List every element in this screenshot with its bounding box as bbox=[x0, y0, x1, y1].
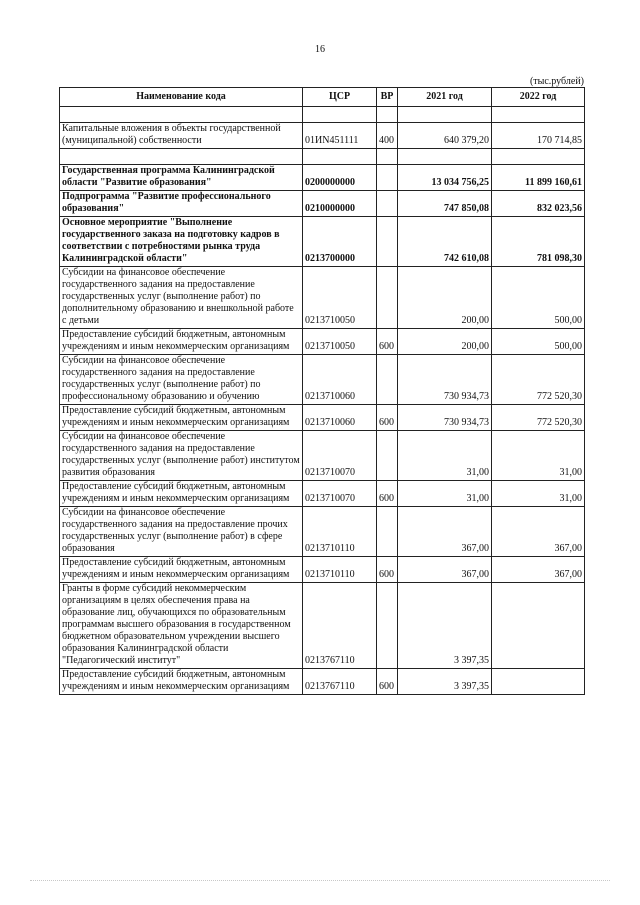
cell-csr: 0213710060 bbox=[303, 355, 377, 405]
cell-csr: 0213767110 bbox=[303, 669, 377, 695]
spacer-cell bbox=[398, 149, 492, 165]
budget-table bbox=[59, 87, 585, 695]
table-row bbox=[60, 431, 585, 481]
cell-name: Субсидии на финансовое обеспечение государственного задания на предоставление прочих государственных услуг (выполнение работ) в сфере образования bbox=[60, 507, 303, 557]
cell-2022: 772 520,30 bbox=[492, 405, 585, 431]
cell-2021: 367,00 bbox=[398, 507, 492, 557]
spacer-cell bbox=[60, 149, 303, 165]
cell-name: Предоставление субсидий бюджетным, автономным учреждениям и иным некоммерческим организациям bbox=[60, 669, 303, 695]
table-row bbox=[60, 481, 585, 507]
cell-vr bbox=[377, 217, 398, 267]
table-row bbox=[60, 329, 585, 355]
spacer-cell bbox=[303, 107, 377, 123]
cell-vr bbox=[377, 507, 398, 557]
page-number: 16 bbox=[315, 44, 325, 55]
cell-2021: 31,00 bbox=[398, 481, 492, 507]
cell-name: Капитальные вложения в объекты государственной (муниципальной) собственности bbox=[60, 123, 303, 149]
cell-csr: 0213710050 bbox=[303, 267, 377, 329]
cell-2021: 730 934,73 bbox=[398, 355, 492, 405]
cell-2022: 772 520,30 bbox=[492, 355, 585, 405]
cell-name: Подпрограмма "Развитие профессионального образования" bbox=[60, 191, 303, 217]
cell-2022 bbox=[492, 583, 585, 669]
cell-2022: 500,00 bbox=[492, 329, 585, 355]
cell-csr: 0213710070 bbox=[303, 481, 377, 507]
table-body bbox=[60, 107, 585, 695]
header-name: Наименование кода bbox=[60, 88, 303, 107]
table-header-row bbox=[60, 88, 585, 107]
cell-2021: 200,00 bbox=[398, 267, 492, 329]
spacer-row bbox=[60, 107, 585, 123]
cell-vr: 600 bbox=[377, 329, 398, 355]
cell-csr: 0213710070 bbox=[303, 431, 377, 481]
spacer-cell bbox=[60, 107, 303, 123]
header-2022: 2022 год bbox=[492, 88, 585, 107]
cell-2021: 730 934,73 bbox=[398, 405, 492, 431]
header-csr: ЦСР bbox=[303, 88, 377, 107]
cell-csr: 0213700000 bbox=[303, 217, 377, 267]
cell-csr: 0213710050 bbox=[303, 329, 377, 355]
cell-csr: 0213710110 bbox=[303, 507, 377, 557]
cell-2021: 3 397,35 bbox=[398, 583, 492, 669]
cell-csr: 0213767110 bbox=[303, 583, 377, 669]
cell-2022: 31,00 bbox=[492, 481, 585, 507]
cell-name: Основное мероприятие "Выполнение государственного заказа на подготовку кадров в соответствии с потребностями рынка труда Калининградской области" bbox=[60, 217, 303, 267]
cell-name: Предоставление субсидий бюджетным, автономным учреждениям и иным некоммерческим организациям bbox=[60, 557, 303, 583]
cell-2022: 170 714,85 bbox=[492, 123, 585, 149]
cell-2021: 31,00 bbox=[398, 431, 492, 481]
cell-vr bbox=[377, 191, 398, 217]
scan-noise-line bbox=[30, 880, 610, 883]
cell-2021: 747 850,08 bbox=[398, 191, 492, 217]
cell-2021: 367,00 bbox=[398, 557, 492, 583]
cell-csr: 0200000000 bbox=[303, 165, 377, 191]
cell-2022: 367,00 bbox=[492, 557, 585, 583]
cell-2021: 13 034 756,25 bbox=[398, 165, 492, 191]
spacer-cell bbox=[492, 149, 585, 165]
cell-name: Предоставление субсидий бюджетным, автономным учреждениям и иным некоммерческим организациям bbox=[60, 481, 303, 507]
spacer-cell bbox=[398, 107, 492, 123]
cell-vr: 600 bbox=[377, 557, 398, 583]
cell-vr: 600 bbox=[377, 405, 398, 431]
spacer-cell bbox=[377, 149, 398, 165]
table-row bbox=[60, 507, 585, 557]
cell-2022: 781 098,30 bbox=[492, 217, 585, 267]
table-row bbox=[60, 267, 585, 329]
cell-2022: 832 023,56 bbox=[492, 191, 585, 217]
units-label: (тыс.рублей) bbox=[529, 76, 584, 87]
spacer-cell bbox=[303, 149, 377, 165]
cell-vr bbox=[377, 165, 398, 191]
cell-vr bbox=[377, 583, 398, 669]
table-row bbox=[60, 405, 585, 431]
header-vr: ВР bbox=[377, 88, 398, 107]
cell-2022: 367,00 bbox=[492, 507, 585, 557]
spacer-cell bbox=[377, 107, 398, 123]
cell-2021: 640 379,20 bbox=[398, 123, 492, 149]
cell-csr: 0213710060 bbox=[303, 405, 377, 431]
table-row bbox=[60, 123, 585, 149]
cell-name: Субсидии на финансовое обеспечение государственного задания на предоставление государственных услуг (выполнение работ) по дополнительному образованию и внешкольной работе с детьми bbox=[60, 267, 303, 329]
cell-2022: 11 899 160,61 bbox=[492, 165, 585, 191]
table-row bbox=[60, 557, 585, 583]
cell-vr: 400 bbox=[377, 123, 398, 149]
table-row bbox=[60, 191, 585, 217]
cell-2021: 200,00 bbox=[398, 329, 492, 355]
cell-name: Субсидии на финансовое обеспечение государственного задания на предоставление государственных услуг (выполнение работ) по профессиональному образованию и обучению bbox=[60, 355, 303, 405]
table-row bbox=[60, 165, 585, 191]
table-row bbox=[60, 583, 585, 669]
cell-vr bbox=[377, 431, 398, 481]
cell-2022: 500,00 bbox=[492, 267, 585, 329]
cell-2022 bbox=[492, 669, 585, 695]
cell-vr: 600 bbox=[377, 669, 398, 695]
table-row bbox=[60, 669, 585, 695]
cell-name: Гранты в форме субсидий некоммерческим организациям в целях обеспечения права на образование лиц, обучающихся по образовательным программам высшего образования в государственном бюджетном образовательном учреждении высшего образования Калининградской области "Педагогический институт" bbox=[60, 583, 303, 669]
header-2021: 2021 год bbox=[398, 88, 492, 107]
table-row bbox=[60, 355, 585, 405]
table-row bbox=[60, 217, 585, 267]
cell-vr bbox=[377, 267, 398, 329]
cell-2021: 3 397,35 bbox=[398, 669, 492, 695]
spacer-row bbox=[60, 149, 585, 165]
cell-csr: 0213710110 bbox=[303, 557, 377, 583]
cell-2021: 742 610,08 bbox=[398, 217, 492, 267]
cell-name: Предоставление субсидий бюджетным, автономным учреждениям и иным некоммерческим организациям bbox=[60, 405, 303, 431]
cell-name: Государственная программа Калининградской области "Развитие образования" bbox=[60, 165, 303, 191]
cell-2022: 31,00 bbox=[492, 431, 585, 481]
cell-vr bbox=[377, 355, 398, 405]
spacer-cell bbox=[492, 107, 585, 123]
cell-name: Предоставление субсидий бюджетным, автономным учреждениям и иным некоммерческим организациям bbox=[60, 329, 303, 355]
cell-name: Субсидии на финансовое обеспечение государственного задания на предоставление государственных услуг (выполнение работ) институтом развития образования bbox=[60, 431, 303, 481]
cell-csr: 01ИN451111 bbox=[303, 123, 377, 149]
cell-csr: 0210000000 bbox=[303, 191, 377, 217]
cell-vr: 600 bbox=[377, 481, 398, 507]
